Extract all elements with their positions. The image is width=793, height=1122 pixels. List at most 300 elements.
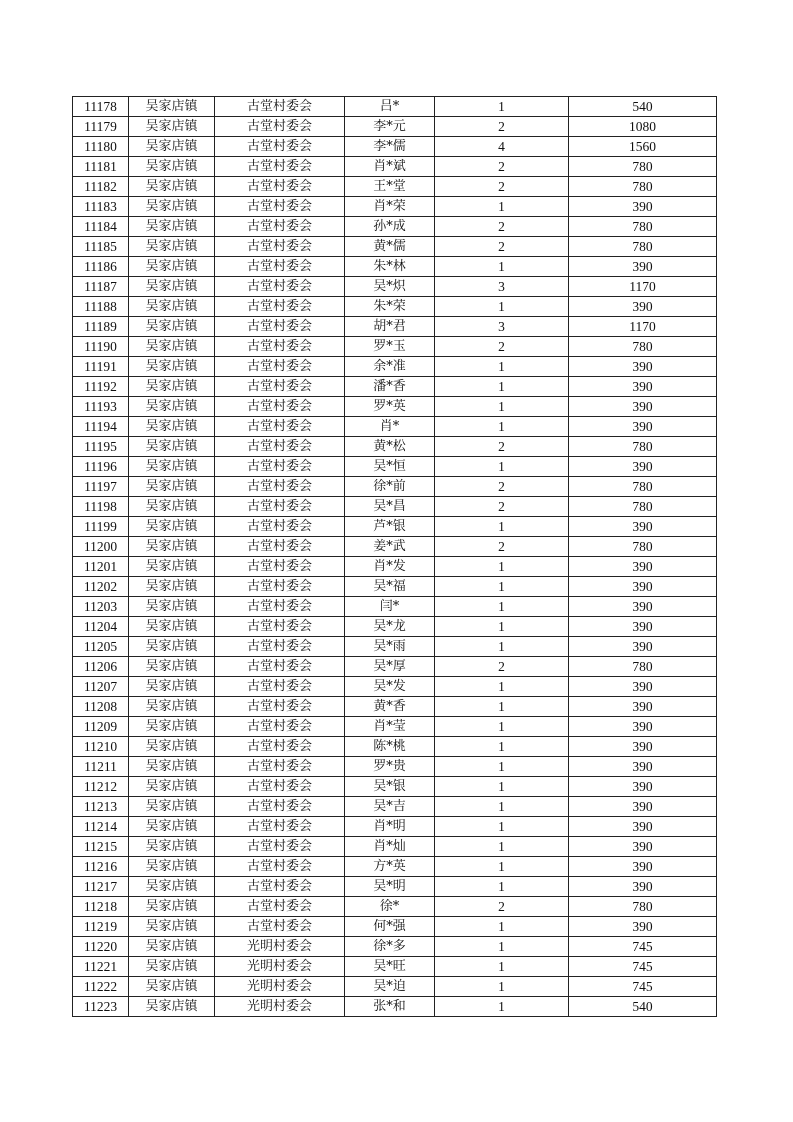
name-cell: 朱*林: [345, 257, 435, 277]
count-cell: 1: [435, 957, 569, 977]
count-cell: 2: [435, 477, 569, 497]
table-row: [73, 417, 717, 437]
village-committee-cell: 古堂村委会: [215, 877, 345, 897]
count-cell: 1: [435, 737, 569, 757]
village-committee-cell: 古堂村委会: [215, 157, 345, 177]
village-committee-cell: 古堂村委会: [215, 457, 345, 477]
count-cell: 2: [435, 497, 569, 517]
row-number-cell: 11219: [73, 917, 129, 937]
amount-cell: 390: [569, 857, 717, 877]
row-number-cell: 11213: [73, 797, 129, 817]
amount-cell: 780: [569, 537, 717, 557]
village-committee-cell: 古堂村委会: [215, 517, 345, 537]
village-committee-cell: 古堂村委会: [215, 897, 345, 917]
village-committee-cell: 古堂村委会: [215, 317, 345, 337]
village-committee-cell: 古堂村委会: [215, 537, 345, 557]
row-number-cell: 11220: [73, 937, 129, 957]
amount-cell: 390: [569, 377, 717, 397]
row-number-cell: 11206: [73, 657, 129, 677]
table-row: [73, 697, 717, 717]
count-cell: 1: [435, 517, 569, 537]
row-number-cell: 11214: [73, 817, 129, 837]
count-cell: 1: [435, 597, 569, 617]
amount-cell: 390: [569, 617, 717, 637]
table-row: [73, 497, 717, 517]
village-committee-cell: 古堂村委会: [215, 97, 345, 117]
town-cell: 吴家店镇: [129, 857, 215, 877]
town-cell: 吴家店镇: [129, 617, 215, 637]
count-cell: 1: [435, 797, 569, 817]
amount-cell: 1560: [569, 137, 717, 157]
town-cell: 吴家店镇: [129, 217, 215, 237]
village-committee-cell: 古堂村委会: [215, 137, 345, 157]
count-cell: 1: [435, 97, 569, 117]
village-committee-cell: 古堂村委会: [215, 737, 345, 757]
amount-cell: 390: [569, 917, 717, 937]
amount-cell: 390: [569, 757, 717, 777]
count-cell: 1: [435, 197, 569, 217]
count-cell: 1: [435, 837, 569, 857]
town-cell: 吴家店镇: [129, 737, 215, 757]
table-row: [73, 657, 717, 677]
town-cell: 吴家店镇: [129, 677, 215, 697]
count-cell: 1: [435, 577, 569, 597]
village-committee-cell: 古堂村委会: [215, 477, 345, 497]
town-cell: 吴家店镇: [129, 177, 215, 197]
row-number-cell: 11203: [73, 597, 129, 617]
name-cell: 徐*多: [345, 937, 435, 957]
name-cell: 吴*恒: [345, 457, 435, 477]
amount-cell: 390: [569, 637, 717, 657]
village-committee-cell: 古堂村委会: [215, 717, 345, 737]
amount-cell: 390: [569, 457, 717, 477]
table-row: [73, 337, 717, 357]
town-cell: 吴家店镇: [129, 897, 215, 917]
amount-cell: 390: [569, 397, 717, 417]
table-row: [73, 157, 717, 177]
amount-cell: 780: [569, 497, 717, 517]
count-cell: 2: [435, 437, 569, 457]
name-cell: 李*元: [345, 117, 435, 137]
row-number-cell: 11216: [73, 857, 129, 877]
town-cell: 吴家店镇: [129, 577, 215, 597]
amount-cell: 745: [569, 957, 717, 977]
table-row: [73, 617, 717, 637]
row-number-cell: 11199: [73, 517, 129, 537]
name-cell: 吕*: [345, 97, 435, 117]
name-cell: 吴*旺: [345, 957, 435, 977]
town-cell: 吴家店镇: [129, 517, 215, 537]
town-cell: 吴家店镇: [129, 297, 215, 317]
count-cell: 3: [435, 277, 569, 297]
name-cell: 吴*银: [345, 777, 435, 797]
amount-cell: 780: [569, 157, 717, 177]
amount-cell: 390: [569, 677, 717, 697]
town-cell: 吴家店镇: [129, 977, 215, 997]
amount-cell: 390: [569, 357, 717, 377]
village-committee-cell: 古堂村委会: [215, 917, 345, 937]
table-row: [73, 97, 717, 117]
table-row: [73, 357, 717, 377]
table-row: [73, 457, 717, 477]
count-cell: 1: [435, 457, 569, 477]
amount-cell: 390: [569, 797, 717, 817]
name-cell: 黄*松: [345, 437, 435, 457]
count-cell: 2: [435, 237, 569, 257]
name-cell: 吴*福: [345, 577, 435, 597]
town-cell: 吴家店镇: [129, 937, 215, 957]
amount-cell: 1080: [569, 117, 717, 137]
town-cell: 吴家店镇: [129, 117, 215, 137]
amount-cell: 780: [569, 657, 717, 677]
name-cell: 黄*香: [345, 697, 435, 717]
village-committee-cell: 古堂村委会: [215, 617, 345, 637]
row-number-cell: 11209: [73, 717, 129, 737]
village-committee-cell: 古堂村委会: [215, 597, 345, 617]
table-row: [73, 897, 717, 917]
table-row: [73, 817, 717, 837]
name-cell: 吴*发: [345, 677, 435, 697]
name-cell: 肖*斌: [345, 157, 435, 177]
town-cell: 吴家店镇: [129, 537, 215, 557]
amount-cell: 390: [569, 577, 717, 597]
count-cell: 2: [435, 117, 569, 137]
village-committee-cell: 古堂村委会: [215, 417, 345, 437]
name-cell: 罗*玉: [345, 337, 435, 357]
count-cell: 1: [435, 857, 569, 877]
village-committee-cell: 古堂村委会: [215, 377, 345, 397]
name-cell: 吴*厚: [345, 657, 435, 677]
name-cell: 吴*迫: [345, 977, 435, 997]
table-row: [73, 437, 717, 457]
name-cell: 吴*雨: [345, 637, 435, 657]
amount-cell: 780: [569, 337, 717, 357]
amount-cell: 540: [569, 997, 717, 1017]
row-number-cell: 11187: [73, 277, 129, 297]
count-cell: 1: [435, 677, 569, 697]
name-cell: 闫*: [345, 597, 435, 617]
name-cell: 吴*昌: [345, 497, 435, 517]
amount-cell: 745: [569, 937, 717, 957]
table-row: [73, 997, 717, 1017]
count-cell: 1: [435, 697, 569, 717]
name-cell: 肖*明: [345, 817, 435, 837]
table-row: [73, 517, 717, 537]
table-row: [73, 577, 717, 597]
amount-cell: 780: [569, 217, 717, 237]
amount-cell: 390: [569, 877, 717, 897]
table-row: [73, 677, 717, 697]
amount-cell: 390: [569, 817, 717, 837]
amount-cell: 1170: [569, 317, 717, 337]
village-committee-cell: 古堂村委会: [215, 857, 345, 877]
town-cell: 吴家店镇: [129, 377, 215, 397]
name-cell: 肖*荣: [345, 197, 435, 217]
count-cell: 1: [435, 257, 569, 277]
row-number-cell: 11184: [73, 217, 129, 237]
town-cell: 吴家店镇: [129, 317, 215, 337]
table-row: [73, 717, 717, 737]
table-row: [73, 917, 717, 937]
table-row: [73, 857, 717, 877]
data-table: [72, 96, 717, 1017]
count-cell: 1: [435, 397, 569, 417]
row-number-cell: 11198: [73, 497, 129, 517]
name-cell: 芦*银: [345, 517, 435, 537]
table-row: [73, 937, 717, 957]
row-number-cell: 11211: [73, 757, 129, 777]
amount-cell: 390: [569, 197, 717, 217]
village-committee-cell: 古堂村委会: [215, 357, 345, 377]
name-cell: 李*儒: [345, 137, 435, 157]
amount-cell: 390: [569, 697, 717, 717]
name-cell: 肖*: [345, 417, 435, 437]
table-row: [73, 317, 717, 337]
count-cell: 3: [435, 317, 569, 337]
row-number-cell: 11218: [73, 897, 129, 917]
count-cell: 2: [435, 157, 569, 177]
row-number-cell: 11212: [73, 777, 129, 797]
amount-cell: 390: [569, 517, 717, 537]
village-committee-cell: 光明村委会: [215, 957, 345, 977]
town-cell: 吴家店镇: [129, 417, 215, 437]
row-number-cell: 11207: [73, 677, 129, 697]
village-committee-cell: 古堂村委会: [215, 197, 345, 217]
amount-cell: 780: [569, 477, 717, 497]
town-cell: 吴家店镇: [129, 397, 215, 417]
amount-cell: 540: [569, 97, 717, 117]
count-cell: 1: [435, 637, 569, 657]
name-cell: 姜*武: [345, 537, 435, 557]
row-number-cell: 11194: [73, 417, 129, 437]
row-number-cell: 11205: [73, 637, 129, 657]
row-number-cell: 11215: [73, 837, 129, 857]
village-committee-cell: 古堂村委会: [215, 237, 345, 257]
name-cell: 吴*吉: [345, 797, 435, 817]
table-row: [73, 237, 717, 257]
row-number-cell: 11192: [73, 377, 129, 397]
name-cell: 肖*灿: [345, 837, 435, 857]
village-committee-cell: 古堂村委会: [215, 677, 345, 697]
row-number-cell: 11202: [73, 577, 129, 597]
name-cell: 徐*: [345, 897, 435, 917]
table-row: [73, 977, 717, 997]
row-number-cell: 11196: [73, 457, 129, 477]
village-committee-cell: 光明村委会: [215, 977, 345, 997]
amount-cell: 390: [569, 717, 717, 737]
town-cell: 吴家店镇: [129, 757, 215, 777]
name-cell: 孙*成: [345, 217, 435, 237]
table-row: [73, 257, 717, 277]
count-cell: 1: [435, 757, 569, 777]
amount-cell: 390: [569, 777, 717, 797]
count-cell: 1: [435, 357, 569, 377]
village-committee-cell: 古堂村委会: [215, 817, 345, 837]
amount-cell: 390: [569, 837, 717, 857]
name-cell: 胡*君: [345, 317, 435, 337]
row-number-cell: 11190: [73, 337, 129, 357]
name-cell: 肖*莹: [345, 717, 435, 737]
name-cell: 王*堂: [345, 177, 435, 197]
count-cell: 4: [435, 137, 569, 157]
count-cell: 2: [435, 337, 569, 357]
village-committee-cell: 古堂村委会: [215, 497, 345, 517]
table-row: [73, 777, 717, 797]
count-cell: 2: [435, 657, 569, 677]
village-committee-cell: 光明村委会: [215, 937, 345, 957]
name-cell: 陈*桃: [345, 737, 435, 757]
village-committee-cell: 古堂村委会: [215, 797, 345, 817]
town-cell: 吴家店镇: [129, 877, 215, 897]
village-committee-cell: 古堂村委会: [215, 637, 345, 657]
row-number-cell: 11182: [73, 177, 129, 197]
amount-cell: 390: [569, 297, 717, 317]
table-body: [73, 97, 717, 1017]
town-cell: 吴家店镇: [129, 917, 215, 937]
count-cell: 2: [435, 177, 569, 197]
village-committee-cell: 古堂村委会: [215, 397, 345, 417]
amount-cell: 780: [569, 177, 717, 197]
name-cell: 吴*龙: [345, 617, 435, 637]
row-number-cell: 11208: [73, 697, 129, 717]
town-cell: 吴家店镇: [129, 497, 215, 517]
table-row: [73, 277, 717, 297]
table-row: [73, 177, 717, 197]
town-cell: 吴家店镇: [129, 777, 215, 797]
village-committee-cell: 古堂村委会: [215, 217, 345, 237]
name-cell: 余*准: [345, 357, 435, 377]
table-row: [73, 297, 717, 317]
amount-cell: 390: [569, 417, 717, 437]
table-row: [73, 137, 717, 157]
town-cell: 吴家店镇: [129, 717, 215, 737]
row-number-cell: 11189: [73, 317, 129, 337]
town-cell: 吴家店镇: [129, 257, 215, 277]
table-row: [73, 397, 717, 417]
row-number-cell: 11222: [73, 977, 129, 997]
town-cell: 吴家店镇: [129, 797, 215, 817]
name-cell: 朱*荣: [345, 297, 435, 317]
name-cell: 罗*贵: [345, 757, 435, 777]
name-cell: 潘*香: [345, 377, 435, 397]
count-cell: 1: [435, 377, 569, 397]
town-cell: 吴家店镇: [129, 137, 215, 157]
row-number-cell: 11178: [73, 97, 129, 117]
row-number-cell: 11179: [73, 117, 129, 137]
village-committee-cell: 古堂村委会: [215, 657, 345, 677]
amount-cell: 780: [569, 897, 717, 917]
count-cell: 2: [435, 217, 569, 237]
town-cell: 吴家店镇: [129, 557, 215, 577]
row-number-cell: 11195: [73, 437, 129, 457]
table-row: [73, 957, 717, 977]
row-number-cell: 11186: [73, 257, 129, 277]
town-cell: 吴家店镇: [129, 197, 215, 217]
row-number-cell: 11181: [73, 157, 129, 177]
count-cell: 1: [435, 977, 569, 997]
count-cell: 2: [435, 537, 569, 557]
village-committee-cell: 古堂村委会: [215, 437, 345, 457]
amount-cell: 390: [569, 557, 717, 577]
amount-cell: 780: [569, 437, 717, 457]
name-cell: 吴*明: [345, 877, 435, 897]
row-number-cell: 11221: [73, 957, 129, 977]
table-row: [73, 537, 717, 557]
town-cell: 吴家店镇: [129, 477, 215, 497]
row-number-cell: 11210: [73, 737, 129, 757]
town-cell: 吴家店镇: [129, 957, 215, 977]
table-row: [73, 597, 717, 617]
count-cell: 1: [435, 877, 569, 897]
village-committee-cell: 古堂村委会: [215, 297, 345, 317]
count-cell: 1: [435, 417, 569, 437]
village-committee-cell: 古堂村委会: [215, 557, 345, 577]
count-cell: 1: [435, 917, 569, 937]
amount-cell: 390: [569, 597, 717, 617]
row-number-cell: 11185: [73, 237, 129, 257]
row-number-cell: 11201: [73, 557, 129, 577]
village-committee-cell: 古堂村委会: [215, 777, 345, 797]
village-committee-cell: 古堂村委会: [215, 277, 345, 297]
row-number-cell: 11188: [73, 297, 129, 317]
count-cell: 1: [435, 777, 569, 797]
row-number-cell: 11197: [73, 477, 129, 497]
name-cell: 罗*英: [345, 397, 435, 417]
count-cell: 1: [435, 617, 569, 637]
row-number-cell: 11180: [73, 137, 129, 157]
village-committee-cell: 古堂村委会: [215, 117, 345, 137]
amount-cell: 745: [569, 977, 717, 997]
town-cell: 吴家店镇: [129, 357, 215, 377]
table-row: [73, 737, 717, 757]
row-number-cell: 11183: [73, 197, 129, 217]
table-row: [73, 837, 717, 857]
table-row: [73, 217, 717, 237]
table-row: [73, 477, 717, 497]
name-cell: 徐*前: [345, 477, 435, 497]
town-cell: 吴家店镇: [129, 657, 215, 677]
amount-cell: 390: [569, 257, 717, 277]
count-cell: 1: [435, 557, 569, 577]
name-cell: 肖*发: [345, 557, 435, 577]
row-number-cell: 11223: [73, 997, 129, 1017]
count-cell: 1: [435, 817, 569, 837]
name-cell: 张*和: [345, 997, 435, 1017]
row-number-cell: 11191: [73, 357, 129, 377]
table-row: [73, 377, 717, 397]
amount-cell: 1170: [569, 277, 717, 297]
town-cell: 吴家店镇: [129, 277, 215, 297]
village-committee-cell: 古堂村委会: [215, 577, 345, 597]
village-committee-cell: 古堂村委会: [215, 337, 345, 357]
name-cell: 吴*炽: [345, 277, 435, 297]
name-cell: 何*强: [345, 917, 435, 937]
table-row: [73, 557, 717, 577]
village-committee-cell: 古堂村委会: [215, 697, 345, 717]
town-cell: 吴家店镇: [129, 237, 215, 257]
count-cell: 1: [435, 997, 569, 1017]
count-cell: 2: [435, 897, 569, 917]
town-cell: 吴家店镇: [129, 597, 215, 617]
village-committee-cell: 古堂村委会: [215, 177, 345, 197]
count-cell: 1: [435, 717, 569, 737]
town-cell: 吴家店镇: [129, 97, 215, 117]
amount-cell: 780: [569, 237, 717, 257]
table-row: [73, 877, 717, 897]
row-number-cell: 11193: [73, 397, 129, 417]
table-row: [73, 117, 717, 137]
row-number-cell: 11217: [73, 877, 129, 897]
